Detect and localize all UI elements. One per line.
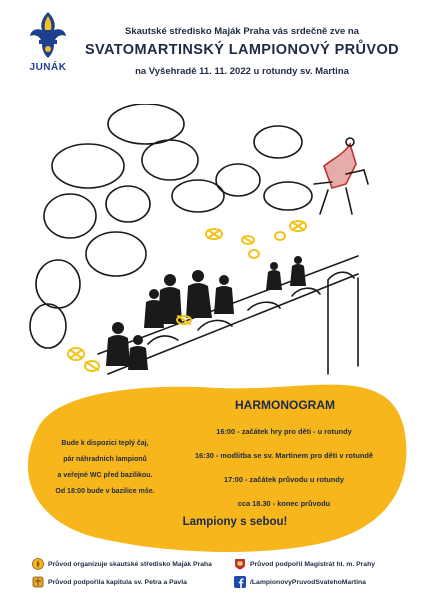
junak-logo [28, 10, 68, 60]
logo-text: JUNÁK [29, 62, 67, 73]
lanterns [68, 221, 306, 371]
schedule-list [166, 420, 402, 516]
info-line: Od 18:00 bude v bazilice mše. [55, 488, 155, 495]
footer-chapter-text: Průvod podpořila kapitula sv. Petra a Pavla [48, 578, 187, 586]
facebook-icon[interactable] [234, 576, 246, 588]
footer-organizer [32, 556, 212, 572]
info-line: a veřejné WC před bazilikou. [57, 472, 153, 479]
closing-slogan: Lampiony s sebou! [182, 516, 288, 528]
schedule-item: 16:30 - modlitba se sv. Martinem pro děti v rotundě [194, 451, 374, 460]
footer-organizer-text: Průvod organizuje skautské středisko Maják Praha [48, 560, 212, 568]
footer-city-text: Průvod podpořil Magistrát hl. m. Prahy [250, 560, 376, 568]
majak-emblem-icon [32, 558, 44, 570]
footer-chapter [32, 574, 187, 590]
prague-coat-of-arms-icon [234, 558, 246, 570]
info-line: pár náhradních lampionů [63, 456, 147, 463]
schedule-item: 16:00 - začátek hry pro děti - u rotundy [216, 427, 352, 436]
people-silhouettes [106, 256, 306, 370]
footer-facebook[interactable] [234, 574, 366, 590]
page-title: SVATOMARTINSKÝ LAMPIONOVÝ PRŮVOD [84, 42, 400, 58]
saint-martin-rider [314, 138, 368, 214]
footer-city [234, 556, 375, 572]
facebook-page-link[interactable]: /LampionovyPruvodSvatehoMartina [250, 578, 366, 586]
schedule-item: 17:00 - začátek průvodu u rotundy [224, 475, 344, 484]
invitation-text: Skautské středisko Maják Praha vás srdečně zve na [125, 26, 359, 37]
junak-lily-icon [28, 10, 68, 60]
chapter-emblem-icon [32, 576, 44, 588]
practical-info [42, 436, 168, 500]
event-place-date: na Vyšehradě 11. 11. 2022 u rotundy sv. Martina [135, 66, 349, 77]
info-line: Bude k dispozici teplý čaj, [61, 440, 149, 447]
procession-illustration [28, 104, 404, 404]
schedule-item: cca 18.30 - konec průvodu [237, 499, 331, 508]
schedule-title: HARMONOGRAM [235, 398, 335, 412]
